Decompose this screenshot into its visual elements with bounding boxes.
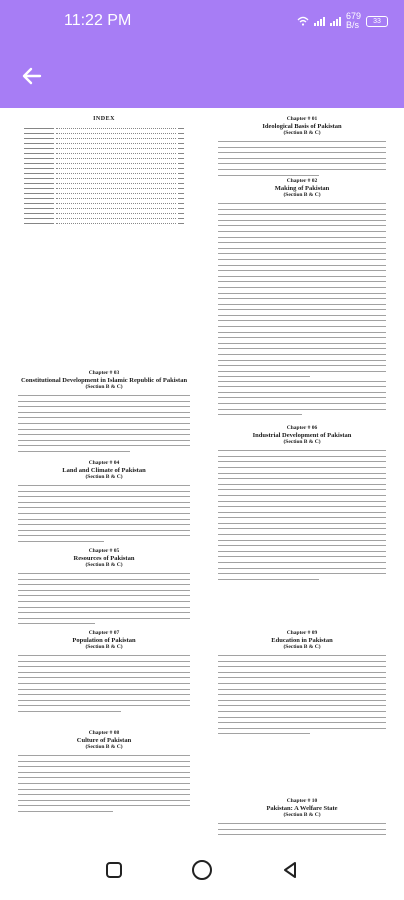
index-row [24,193,184,195]
index-title: INDEX [93,116,115,122]
chapter-heading: Chapter # 08 Culture of Pakistan (Section B & C) [76,730,132,750]
index-row [24,143,184,145]
index-row [24,138,184,140]
navigation-bar [0,840,404,900]
index-row [24,218,184,220]
battery-level: 33 [373,17,381,25]
recents-icon[interactable] [102,858,126,882]
chapter-block [18,460,190,547]
index-row [24,213,184,215]
chapter-block [218,798,386,840]
chapter-heading: Chapter # 07 Population of Pakistan (Section B & C) [72,630,136,650]
chapter-heading: Chapter # 06 Industrial Development of Pakistan (Section B & C) [252,425,352,446]
chapter-block [218,630,386,739]
status-time: 11:22 PM [64,12,132,29]
chapter-heading: Chapter # 04 Land and Climate of Pakistan (Section B & C) [62,460,146,480]
chapter-heading: Chapter # 10 Pakistan: A Welfare State (Section B & C) [266,798,338,818]
chapter-heading: Chapter # 01 Ideological Basis of Pakistan (Section B & C) [262,116,342,136]
chapter-block [18,730,190,817]
battery-icon [366,16,388,27]
chapter-block [18,370,190,457]
status-icons [297,12,388,30]
index-row [24,128,184,130]
wifi-icon [297,16,309,26]
speed-value: 679 [345,11,361,21]
app-bar [0,0,404,108]
index-row [24,198,184,200]
index-row [24,223,184,225]
status-bar [0,0,404,44]
index-row [24,188,184,190]
signal-icon-2 [330,17,341,26]
index-row [24,183,184,185]
chapter-block [218,378,386,584]
chapter-block [218,178,386,382]
network-speed [346,12,361,30]
chapter-block [18,548,190,629]
index-row [24,168,184,170]
index-row [24,163,184,165]
index-section [24,116,184,228]
index-list [24,128,184,225]
chapter-heading: Chapter # 09 Education in Pakistan (Section B & C) [271,630,333,650]
chapter-block [218,116,386,180]
chapter-heading: Chapter # 05 Resources of Pakistan (Section B & C) [73,548,135,568]
speed-unit: B/s [345,20,359,30]
back-icon[interactable] [20,64,44,88]
index-row [24,208,184,210]
chapter-heading: Chapter # 02 Making of Pakistan (Section B & C) [274,178,330,198]
document-page [0,108,404,840]
home-icon[interactable] [190,858,214,882]
index-row [24,158,184,160]
index-row [24,203,184,205]
index-row [24,178,184,180]
chapter-heading: Chapter # 03 Constitutional Development in Islamic Republic of Pakistan (Section B & C) [20,370,188,390]
index-row [24,148,184,150]
chapter-block [18,630,190,717]
signal-icon [314,17,325,26]
back-triangle-icon[interactable] [278,858,302,882]
index-row [24,173,184,175]
index-row [24,133,184,135]
index-row [24,153,184,155]
